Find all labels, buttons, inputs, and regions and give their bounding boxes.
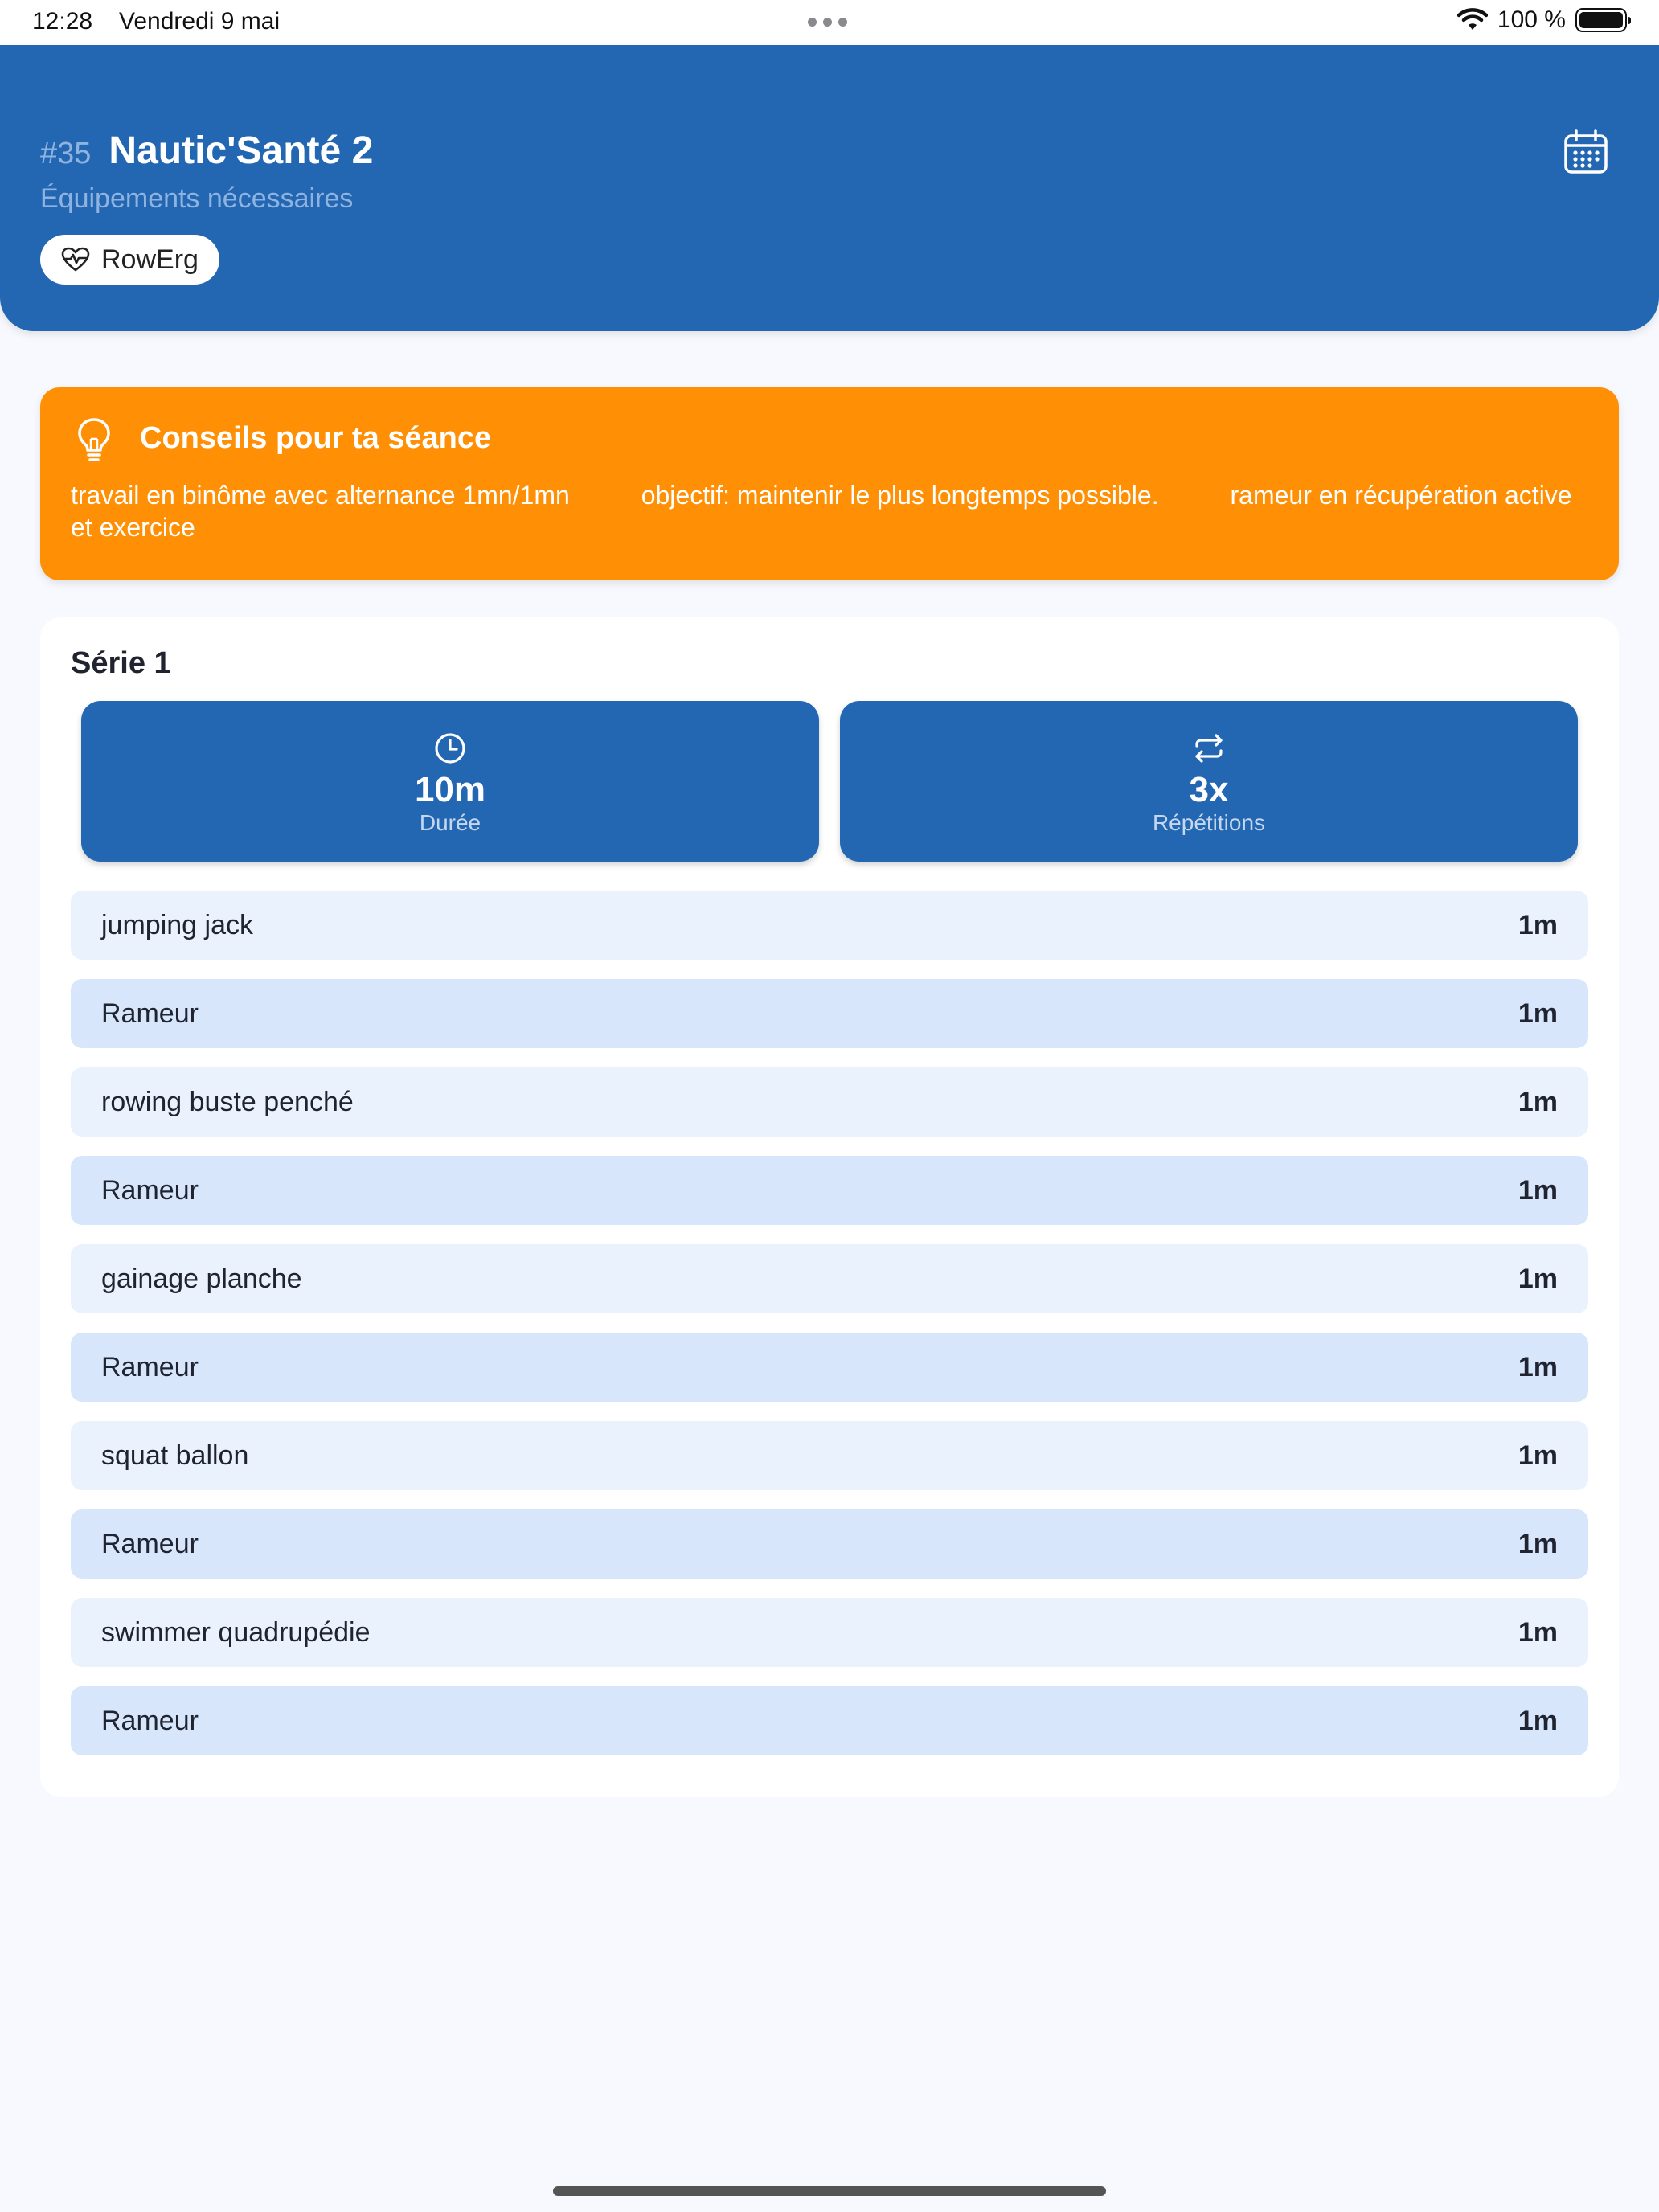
exercise-row[interactable]: [71, 1333, 1588, 1402]
duration-stat: [81, 701, 819, 862]
status-bar: [0, 0, 1659, 45]
exercise-duration: 1m: [1518, 1263, 1558, 1294]
repetitions-value: 3x: [1189, 770, 1229, 809]
home-indicator[interactable]: [553, 2186, 1106, 2196]
exercise-duration: 1m: [1518, 1705, 1558, 1736]
session-header: [0, 45, 1659, 331]
exercise-name: squat ballon: [101, 1440, 249, 1471]
title-row: [40, 129, 373, 173]
repetitions-label: Répétitions: [1152, 810, 1266, 835]
exercise-name: Rameur: [101, 1351, 199, 1382]
equipment-label: Équipements nécessaires: [40, 183, 354, 214]
exercise-name: rowing buste penché: [101, 1086, 354, 1117]
exercise-row[interactable]: [71, 891, 1588, 960]
exercise-duration: 1m: [1518, 997, 1558, 1029]
exercise-name: Rameur: [101, 1705, 199, 1736]
series-title: Série 1: [71, 646, 171, 680]
tips-title: Conseils pour ta séance: [140, 421, 492, 455]
status-time: 12:28: [32, 8, 93, 35]
session-tips-card: [40, 387, 1619, 580]
clock-icon: [433, 731, 467, 765]
battery-percent: 100 %: [1497, 6, 1566, 33]
status-right: [1457, 6, 1627, 34]
exercise-duration: 1m: [1518, 1174, 1558, 1206]
exercise-duration: 1m: [1518, 1528, 1558, 1559]
session-number: #35: [40, 137, 92, 170]
exercise-row[interactable]: [71, 1509, 1588, 1579]
exercise-row[interactable]: [71, 979, 1588, 1048]
session-title: Nautic'Santé 2: [109, 129, 374, 172]
status-date: Vendredi 9 mai: [119, 8, 281, 35]
exercise-row[interactable]: [71, 1067, 1588, 1137]
exercise-row[interactable]: [71, 1244, 1588, 1313]
heart-pulse-icon: [61, 247, 90, 272]
exercise-duration: 1m: [1518, 1351, 1558, 1382]
lightbulb-icon: [72, 416, 116, 463]
calendar-icon[interactable]: [1563, 129, 1609, 175]
repetitions-stat: [840, 701, 1578, 862]
exercise-name: Rameur: [101, 1528, 199, 1559]
repeat-icon: [1192, 731, 1226, 765]
exercise-name: swimmer quadrupédie: [101, 1616, 371, 1648]
exercise-duration: 1m: [1518, 1086, 1558, 1117]
exercise-duration: 1m: [1518, 1440, 1558, 1471]
duration-value: 10m: [414, 770, 486, 809]
multitasking-dots-icon[interactable]: [808, 18, 847, 27]
battery-icon: [1575, 8, 1627, 32]
exercise-duration: 1m: [1518, 1616, 1558, 1648]
tips-text: travail en binôme avec alternance 1mn/1mn objectif: maintenir le plus longtemps possible. rameur en récupération active et exercice: [71, 481, 1579, 542]
duration-label: Durée: [419, 810, 481, 835]
exercise-name: Rameur: [101, 997, 199, 1029]
wifi-icon: [1457, 8, 1488, 32]
exercise-row[interactable]: [71, 1421, 1588, 1490]
exercise-duration: 1m: [1518, 909, 1558, 940]
exercise-name: jumping jack: [101, 909, 253, 940]
exercise-row[interactable]: [71, 1598, 1588, 1667]
exercise-name: gainage planche: [101, 1263, 302, 1294]
exercise-name: Rameur: [101, 1174, 199, 1206]
exercise-row[interactable]: [71, 1686, 1588, 1755]
equipment-chip-rowerg[interactable]: [40, 235, 219, 285]
equipment-chip-label: RowErg: [101, 244, 199, 275]
exercise-row[interactable]: [71, 1156, 1588, 1225]
series-card: [40, 617, 1619, 1797]
